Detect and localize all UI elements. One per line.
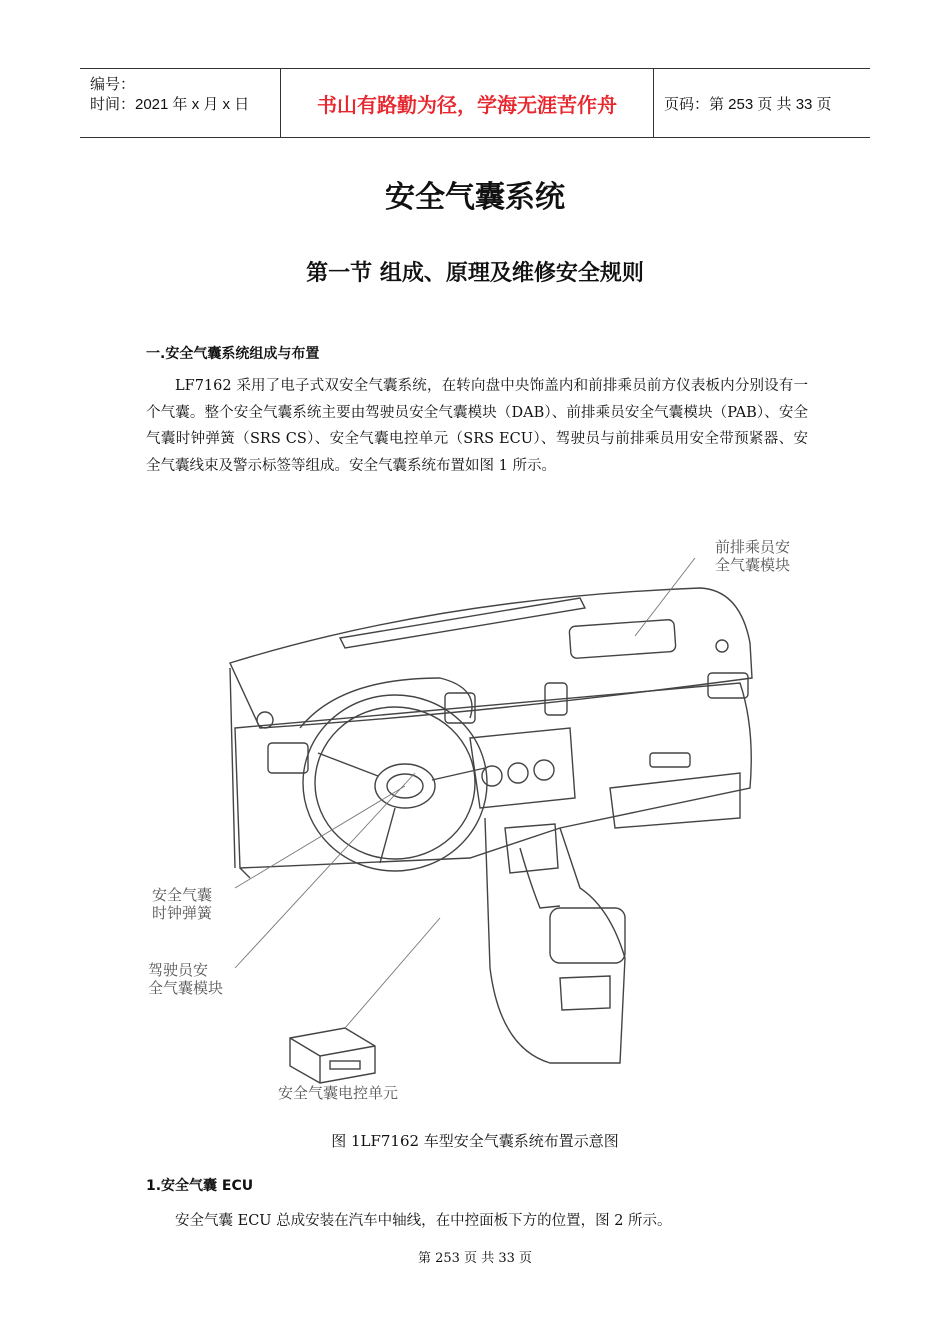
header-motto: 书山有路勤为径，学海无涯苦作舟 xyxy=(281,69,654,137)
label-pab-line1: 前排乘员安 xyxy=(715,538,791,556)
label-clockspring-line1: 安全气囊 xyxy=(152,886,213,904)
paragraph-ecu: 安全气囊 ECU 总成安装在汽车中轴线，在中控面板下方的位置，图 2 所示。 xyxy=(175,1213,672,1229)
page-footer: 第 253 页 共 33 页 xyxy=(417,1251,533,1266)
figure-caption: 图 1LF7162 车型安全气囊系统布置示意图 xyxy=(331,1132,619,1150)
label-dab-line1: 驾驶员安 xyxy=(148,961,209,979)
doc-code-label: 编号： xyxy=(90,76,136,93)
label-pab-line2: 全气囊模块 xyxy=(715,556,791,574)
dashboard-airbag-diagram xyxy=(140,528,820,1108)
paragraph-intro: LF7162 采用了电子式双安全气囊系统，在转向盘中央饰盖内和前排乘员前方仪表板内分别设有一个气囊。整个安全气囊系统主要由驾驶员安全气囊模块（DAB）、前排乘员安全气囊模块（PAB）、安全气囊时钟弹簧（SRS CS）、安全气囊电控单元（SRS ECU）、驾驶员与前排乘员用安全带预紧器、安全气囊线束及警示标签等组成。安全气囊系统布置如图 1 所示。 xyxy=(146,378,808,474)
header-left-cell xyxy=(80,69,281,137)
page-header xyxy=(80,68,870,138)
page-title: 安全气囊系统 xyxy=(385,180,565,215)
label-clockspring-line2: 时钟弹簧 xyxy=(152,904,213,922)
subheading-ecu: 1.安全气囊 ECU xyxy=(146,1178,254,1194)
section-heading: 第一节 组成、原理及维修安全规则 xyxy=(306,261,644,286)
header-page-info: 页码：第 253 页 共 33 页 xyxy=(664,95,832,113)
label-dab-line2: 全气囊模块 xyxy=(148,979,224,997)
label-ecu: 安全气囊电控单元 xyxy=(278,1084,399,1102)
doc-time-label: 时间：2021 年 x 月 x 日 xyxy=(90,96,250,113)
subheading-composition: 一.安全气囊系统组成与布置 xyxy=(146,346,320,362)
